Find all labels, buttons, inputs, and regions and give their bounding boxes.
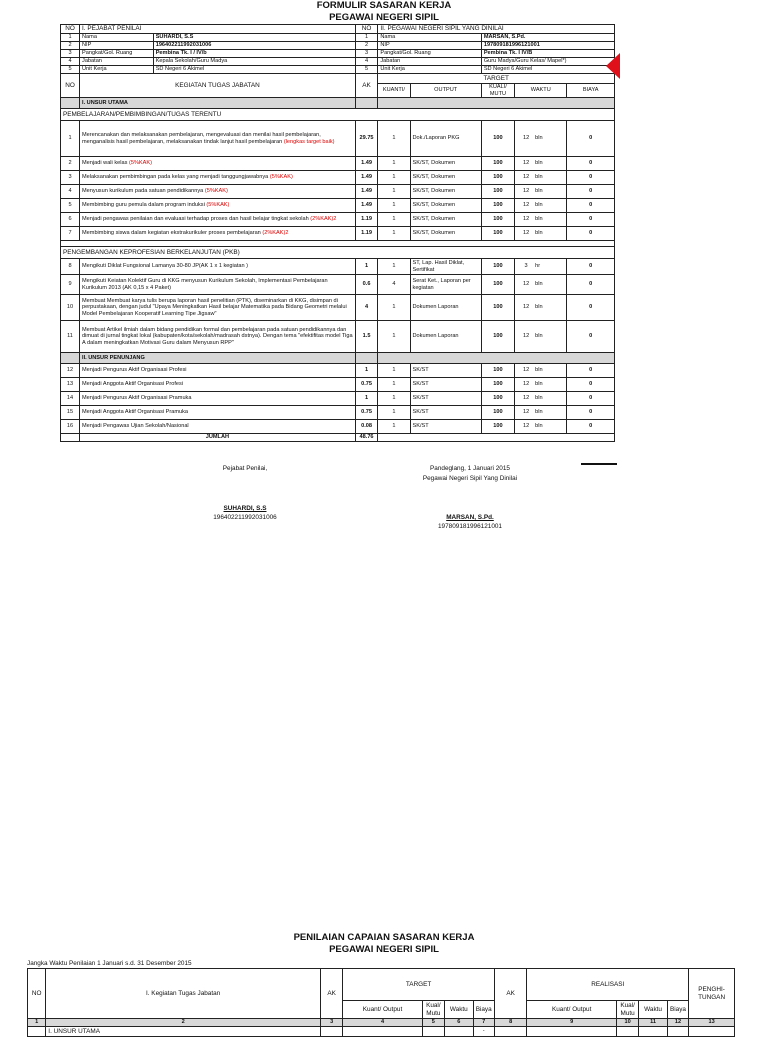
- unsur-penunjang-heading: II. UNSUR PENUNJANG: [80, 353, 356, 364]
- task-text: Menjadi Pengurus Aktif Organisasi Pramuka: [80, 392, 356, 406]
- sec2-row-no: 2: [355, 42, 378, 50]
- col-mutu: KUALI/ MUTU: [481, 84, 514, 98]
- p2-col-ak: AK: [320, 969, 342, 1019]
- task-mutu: 100: [481, 392, 514, 406]
- task-text: Merencanakan dan melaksanakan pembelajaran, mengevaluasi dan menilai hasil pembelajaran, menganalisis hasil pembelajaran, melaksanakan tindak lanjut hasil pembelajaran (lengkas target baik): [80, 121, 356, 157]
- task-row: [61, 420, 615, 434]
- task-biaya: 0: [567, 171, 615, 185]
- col-target: TARGET: [378, 74, 615, 84]
- sec2-row-label: Jabatan: [378, 58, 481, 66]
- task-text: Menjadi wali kelas (5%KAK): [80, 157, 356, 171]
- col-kuanti: KUANTI/: [378, 84, 410, 98]
- sec2-head: II. PEGAWAI NEGERI SIPIL YANG DINILAI: [378, 25, 615, 34]
- task-ak: 1.49: [355, 157, 378, 171]
- sec1-row-no: 3: [61, 50, 80, 58]
- task-mutu: 100: [481, 259, 514, 275]
- sec1-row-label: Pangkat/Gol. Ruang: [80, 50, 154, 58]
- col-ak: AK: [355, 74, 378, 98]
- p2-col-number: 13: [689, 1019, 735, 1027]
- sec1-row-label: NIP: [80, 42, 154, 50]
- task-biaya: 0: [567, 392, 615, 406]
- task-mutu: 100: [481, 185, 514, 199]
- task-biaya: 0: [567, 420, 615, 434]
- sec2-row-no: 3: [355, 50, 378, 58]
- p2-col-number: 7: [473, 1019, 494, 1027]
- sec1-row-label: Unit Kerja: [80, 66, 154, 74]
- sec1-row-no: 5: [61, 66, 80, 74]
- task-mutu: 100: [481, 121, 514, 157]
- task-qty: 1: [378, 321, 410, 353]
- task-text: Mengikuti Diklat Fungsional Lamanya 30-80 JP(AK 1 x 1 kegiatan ): [80, 259, 356, 275]
- task-note: (2%KAK)2: [310, 216, 337, 223]
- task-biaya: 0: [567, 275, 615, 295]
- task-waktu: 12 bln: [515, 199, 567, 213]
- task-biaya: 0: [567, 199, 615, 213]
- sec1-row-no: 2: [61, 42, 80, 50]
- task-row: [61, 259, 615, 275]
- task-biaya: 0: [567, 406, 615, 420]
- task-row: [61, 185, 615, 199]
- task-waktu: 12 bln: [515, 185, 567, 199]
- task-text: Menyusun kurikulum pada satuan pendidikannya (5%KAK): [80, 185, 356, 199]
- p2-mutu: Kual/ Mutu: [422, 1001, 444, 1019]
- p2-col-number: 2: [46, 1019, 321, 1027]
- signer-right-nip: 197809181996121001: [438, 523, 502, 530]
- task-row: [61, 121, 615, 157]
- task-waktu: 12 bln: [515, 392, 567, 406]
- task-output: SK/ST: [410, 378, 481, 392]
- task-waktu: 12 bln: [515, 295, 567, 321]
- task-ak: 1.49: [355, 185, 378, 199]
- task-ak: 0.6: [355, 275, 378, 295]
- signer-right-role: Pegawai Negeri Sipil Yang Dinilai: [422, 475, 518, 482]
- task-waktu: 12 bln: [515, 157, 567, 171]
- task-waktu: 12 bln: [515, 227, 567, 241]
- sec2-row-label: Unit Kerja: [378, 66, 481, 74]
- signer-left-role: Pejabat Penilai,: [222, 465, 268, 472]
- task-mutu: 100: [481, 420, 514, 434]
- task-row: [61, 157, 615, 171]
- task-mutu: 100: [481, 275, 514, 295]
- p2-waktu-r: Waktu: [639, 1001, 667, 1019]
- p2-col-number: 5: [422, 1019, 444, 1027]
- col-output: OUTPUT: [410, 84, 481, 98]
- task-output: SK/ST, Dokumen: [410, 213, 481, 227]
- task-ak: 1.19: [355, 213, 378, 227]
- task-row: [61, 275, 615, 295]
- sec1-row-label: Jabatan: [80, 58, 154, 66]
- task-biaya: 0: [567, 227, 615, 241]
- signer-left-name: SUHARDI, S.S: [223, 505, 267, 512]
- sec2-row-value: 197809181996121001: [481, 42, 614, 50]
- sec2-row-value: Pembina Tk. I IV/B: [481, 50, 614, 58]
- task-note: (2%KAK)2: [262, 230, 289, 237]
- task-note: (5%KAK): [269, 174, 293, 181]
- task-row: [61, 392, 615, 406]
- p2-col-number: 6: [445, 1019, 473, 1027]
- task-ak: 1: [355, 392, 378, 406]
- task-biaya: 0: [567, 364, 615, 378]
- task-note: (5%KAK): [128, 160, 152, 167]
- task-no: 3: [61, 171, 80, 185]
- sasaran-table: [60, 24, 615, 442]
- task-text: Membimbing guru pemula dalam program induksi (5%KAK): [80, 199, 356, 213]
- task-qty: 1: [378, 364, 410, 378]
- task-qty: 1: [378, 259, 410, 275]
- p2-col-number: 8: [494, 1019, 527, 1027]
- task-qty: 1: [378, 185, 410, 199]
- task-biaya: 0: [567, 259, 615, 275]
- sec2-row-no: 4: [355, 58, 378, 66]
- task-row: [61, 295, 615, 321]
- task-ak: 1: [355, 364, 378, 378]
- sec1-row-label: Nama: [80, 34, 154, 42]
- task-ak: 0.75: [355, 406, 378, 420]
- task-text: Menjadi Pengurus Aktif Organisasi Profesi: [80, 364, 356, 378]
- p2-col-realisasi: REALISASI: [527, 969, 689, 1001]
- task-ak: 1.5: [355, 321, 378, 353]
- task-waktu: 12 bln: [515, 406, 567, 420]
- task-output: SK/ST: [410, 364, 481, 378]
- task-no: 6: [61, 213, 80, 227]
- task-no: 13: [61, 378, 80, 392]
- p2-kuant: Kuant/ Output: [343, 1001, 422, 1019]
- task-mutu: 100: [481, 213, 514, 227]
- task-ak: 0.75: [355, 378, 378, 392]
- task-text: Mengikuti Keiatan Kolektif Guru di KKG menyusun Kurikulum Sekolah, Implementasi Pembelajaran Kurikulum 2013 (AK 0,15 x 4 Paket): [80, 275, 356, 295]
- task-no: 4: [61, 185, 80, 199]
- task-output: Dokumen Laporan: [410, 295, 481, 321]
- task-output: SK/ST, Dokumen: [410, 199, 481, 213]
- penilaian-table: [27, 968, 735, 1037]
- task-waktu: 12 bln: [515, 213, 567, 227]
- task-qty: 1: [378, 157, 410, 171]
- task-no: 11: [61, 321, 80, 353]
- p2-number-row: [28, 1019, 735, 1027]
- task-biaya: 0: [567, 295, 615, 321]
- task-ak: 0.08: [355, 420, 378, 434]
- task-no: 5: [61, 199, 80, 213]
- p2-col-ak2: AK: [494, 969, 527, 1019]
- task-no: 8: [61, 259, 80, 275]
- task-no: 16: [61, 420, 80, 434]
- p2-biaya-r: Biaya: [667, 1001, 688, 1019]
- sec1-row-no: 4: [61, 58, 80, 66]
- task-output: SK/ST, Dokumen: [410, 171, 481, 185]
- task-biaya: 0: [567, 321, 615, 353]
- task-no: 15: [61, 406, 80, 420]
- task-waktu: 12 bln: [515, 321, 567, 353]
- task-row: [61, 321, 615, 353]
- task-row: [61, 406, 615, 420]
- signer-right-date: Pandeglang, 1 Januari 2015: [430, 465, 510, 472]
- p2-col-target: TARGET: [343, 969, 495, 1001]
- pembelajaran-heading: PEMBELAJARAN/PEMBIMBINGAN/TUGAS TERENTU: [61, 109, 615, 121]
- task-ak: 1.19: [355, 227, 378, 241]
- jumlah-label: JUMLAH: [80, 434, 356, 442]
- p2-period: Jangka Waktu Penilaian 1 Januari s.d. 31 Desember 2015: [27, 960, 192, 967]
- task-text: Menjadi Anggota Aktif Organisasi Pramuka: [80, 406, 356, 420]
- task-no: 7: [61, 227, 80, 241]
- col-waktu: WAKTU: [515, 84, 567, 98]
- task-output: SK/ST: [410, 406, 481, 420]
- sec2-row-label: NIP: [378, 42, 481, 50]
- task-no: 10: [61, 295, 80, 321]
- sec1-head: I. PEJABAT PENILAI: [80, 25, 356, 34]
- task-row: [61, 227, 615, 241]
- task-biaya: 0: [567, 378, 615, 392]
- task-waktu: 3 hr: [515, 259, 567, 275]
- task-ak: 29.75: [355, 121, 378, 157]
- p2-col-number: 3: [320, 1019, 342, 1027]
- task-row: [61, 378, 615, 392]
- task-ak: 1.49: [355, 199, 378, 213]
- sec1-no: NO: [61, 25, 80, 34]
- task-biaya: 0: [567, 213, 615, 227]
- task-mutu: 100: [481, 199, 514, 213]
- task-waktu: 12 bln: [515, 420, 567, 434]
- p2-dash: -: [473, 1027, 494, 1037]
- col-no: NO: [61, 74, 80, 98]
- p2-col-number: 12: [667, 1019, 688, 1027]
- signer-left-nip: 196402211992031006: [213, 514, 277, 521]
- p2-col-number: 4: [343, 1019, 422, 1027]
- task-no: 14: [61, 392, 80, 406]
- task-text: Membuat Membuat karya tulis berupa laporan hasil penelitian (PTK), diseminarkan di KKG, disimpan di perpustakaan, dengan judul "Upaya Meningkatkan Hasil belajar Matematika pada Bidang Geometri melalui Model Pembelajaran Kooperatif Learning Tipe Jigsaw": [80, 295, 356, 321]
- arrow-left-icon: [606, 53, 620, 79]
- sec1-row-value: Kepala Sekolah/Guru Madya: [153, 58, 355, 66]
- task-row: [61, 364, 615, 378]
- task-text: Menjadi Pengawas Ujian Sekolah/Nasional: [80, 420, 356, 434]
- p2-kuant-r: Kuant/ Output: [527, 1001, 617, 1019]
- task-text: Menjadi pengawas penilaian dan evaluasi terhadap proses dan hasil belajar tingkat sekolah (2%KAK)2: [80, 213, 356, 227]
- sec1-row-value: 196402211992031006: [153, 42, 355, 50]
- task-mutu: 100: [481, 227, 514, 241]
- p2-biaya: Biaya: [473, 1001, 494, 1019]
- sec2-row-label: Nama: [378, 34, 481, 42]
- task-output: SK/ST: [410, 392, 481, 406]
- pkb-heading: PENGEMBANGAN KEPROFESIAN BERKELANJUTAN (PKB): [61, 247, 615, 259]
- task-mutu: 100: [481, 157, 514, 171]
- jumlah-value: 48.76: [355, 434, 378, 442]
- task-output: SK/ST, Dokumen: [410, 227, 481, 241]
- task-qty: 1: [378, 392, 410, 406]
- p2-col-penghitungan: PENGHI- TUNGAN: [689, 969, 735, 1019]
- task-no: 12: [61, 364, 80, 378]
- signer-right-name: MARSAN, S.Pd.: [446, 514, 494, 521]
- sec2-row-value: Guru Madya/Guru Kelas/ Mapel*): [481, 58, 614, 66]
- task-ak: 1: [355, 259, 378, 275]
- task-mutu: 100: [481, 171, 514, 185]
- task-note: (lengkas target baik): [283, 138, 335, 145]
- sec1-row-value: Pembina Tk. I / IV/b: [153, 50, 355, 58]
- sec2-row-label: Pangkat/Gol. Ruang: [378, 50, 481, 58]
- task-ak: 4: [355, 295, 378, 321]
- task-biaya: 0: [567, 157, 615, 171]
- task-text: Membuat Artikel ilmiah dalam bidang pendidikan formal dan pembelajaran pada satuan pendidikannya dan dimuat di jurnal tingkat lokal (kabupaten/kota/sekolah/madrasah dstnya). Dengan tema "efektifitas model Tiga A dalam meningkatkan Motivasi Guru dalam Menyusun RPP": [80, 321, 356, 353]
- task-waktu: 12 bln: [515, 378, 567, 392]
- task-output: Serat Ket., Laporan per kegiatan: [410, 275, 481, 295]
- task-qty: 1: [378, 199, 410, 213]
- col-kegiatan: KEGIATAN TUGAS JABATAN: [80, 74, 356, 98]
- task-biaya: 0: [567, 185, 615, 199]
- p2-col-number: 9: [527, 1019, 617, 1027]
- task-qty: 1: [378, 420, 410, 434]
- sec2-row-no: 1: [355, 34, 378, 42]
- sec2-row-value: SD Negeri 6 Akimel: [481, 66, 614, 74]
- task-no: 2: [61, 157, 80, 171]
- p2-col-number: 11: [639, 1019, 667, 1027]
- task-output: SK/ST: [410, 420, 481, 434]
- p2-col-number: 10: [616, 1019, 638, 1027]
- task-waktu: 12 bln: [515, 171, 567, 185]
- task-mutu: 100: [481, 406, 514, 420]
- col-biaya: BIAYA: [567, 84, 615, 98]
- task-qty: 1: [378, 213, 410, 227]
- p2-col-no: NO: [28, 969, 46, 1019]
- task-mutu: 100: [481, 321, 514, 353]
- p2-col-kegiatan: I. Kegiatan Tugas Jabatan: [46, 969, 321, 1019]
- form-title: FORMULIR SASARAN KERJA: [316, 0, 452, 11]
- task-qty: 1: [378, 406, 410, 420]
- task-qty: 1: [378, 295, 410, 321]
- p2-title: PENILAIAN CAPAIAN SASARAN KERJA: [293, 932, 475, 943]
- unsur-utama-heading: I. UNSUR UTAMA: [80, 98, 356, 109]
- task-qty: 1: [378, 121, 410, 157]
- task-mutu: 100: [481, 295, 514, 321]
- p2-col-number: 1: [28, 1019, 46, 1027]
- task-qty: 1: [378, 378, 410, 392]
- sec1-row-value: SD Negeri 6 Akimel: [153, 66, 355, 74]
- task-qty: 1: [378, 227, 410, 241]
- task-mutu: 100: [481, 378, 514, 392]
- task-row: [61, 213, 615, 227]
- task-ak: 1.49: [355, 171, 378, 185]
- task-no: 9: [61, 275, 80, 295]
- task-output: Dok./Laporan PKG: [410, 121, 481, 157]
- task-mutu: 100: [481, 364, 514, 378]
- task-output: SK/ST, Dokumen: [410, 157, 481, 171]
- p2-unsur-utama: I. UNSUR UTAMA: [46, 1027, 321, 1037]
- sec2-row-no: 5: [355, 66, 378, 74]
- task-text: Membimbing siswa dalam kegiatan ekstrakurikuler proses pembelajaran (2%KAK)2: [80, 227, 356, 241]
- p2-waktu: Waktu: [445, 1001, 473, 1019]
- sec2-no: NO: [355, 25, 378, 34]
- task-note: (5%KAK): [204, 188, 228, 195]
- task-text: Melaksanakan pembimbingan pada kelas yang menjadi tanggungjawabnya (5%KAK): [80, 171, 356, 185]
- p2-mutu-r: Kual/ Mutu: [616, 1001, 638, 1019]
- sec1-row-value: SUHARDI, S.S: [153, 34, 355, 42]
- task-output: Dokumen Laporan: [410, 321, 481, 353]
- task-qty: 4: [378, 275, 410, 295]
- task-no: 1: [61, 121, 80, 157]
- task-waktu: 12 bln: [515, 364, 567, 378]
- task-qty: 1: [378, 171, 410, 185]
- task-waktu: 12 bln: [515, 121, 567, 157]
- task-row: [61, 199, 615, 213]
- task-biaya: 0: [567, 121, 615, 157]
- p2-subtitle: PEGAWAI NEGERI SIPIL: [329, 944, 439, 955]
- divider: [581, 463, 617, 465]
- sec1-row-no: 1: [61, 34, 80, 42]
- task-waktu: 12 bln: [515, 275, 567, 295]
- task-text: Menjadi Anggota Aktif Organisasi Profesi: [80, 378, 356, 392]
- task-row: [61, 171, 615, 185]
- task-note: (5%KAK): [206, 202, 230, 209]
- task-output: SK/ST, Dokumen: [410, 185, 481, 199]
- sec2-row-value: MARSAN, S.Pd.: [481, 34, 614, 42]
- task-output: ST, Lap. Hasil Diklat, Sertifikat: [410, 259, 481, 275]
- form-subtitle: PEGAWAI NEGERI SIPIL: [329, 12, 439, 23]
